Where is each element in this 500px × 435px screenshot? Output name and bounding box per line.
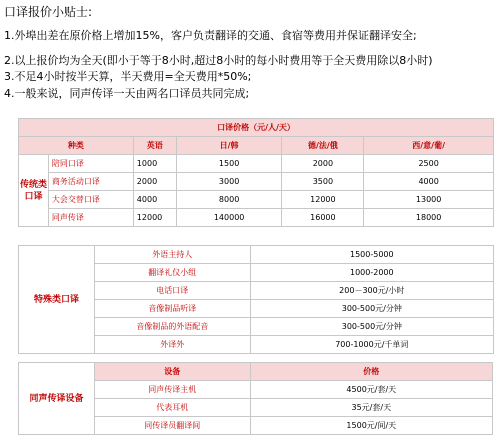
page-title: 口译报价小贴士: xyxy=(4,5,93,19)
interpretation-price-table xyxy=(18,118,494,227)
column-header: 西/意/葡/ xyxy=(364,137,494,155)
price-cell: 1500 xyxy=(176,155,282,173)
table-row xyxy=(19,209,494,227)
price-cell: 140000 xyxy=(176,209,282,227)
service-name: 外语主持人 xyxy=(94,246,250,264)
price-cell: 16000 xyxy=(282,209,364,227)
table-row xyxy=(19,155,494,173)
price-cell: 35元/套/天 xyxy=(250,399,492,417)
service-name: 同声传译 xyxy=(48,209,133,227)
column-header: 种类 xyxy=(19,137,134,155)
price-cell: 1000-2000 xyxy=(250,264,493,282)
price-cell: 200－300元/小时 xyxy=(250,282,493,300)
service-name: 商务活动口译 xyxy=(48,173,133,191)
equipment-name: 同声传译主机 xyxy=(94,381,250,399)
price-cell: 4000 xyxy=(364,173,494,191)
note-3: 3.不足4小时按半天算，半天费用=全天费用*50%; xyxy=(4,70,252,83)
service-name: 陪同口译 xyxy=(48,155,133,173)
table-row xyxy=(19,191,494,209)
column-header: 日/韩 xyxy=(176,137,282,155)
service-name: 翻译礼仪小组 xyxy=(94,264,250,282)
price-cell: 2000 xyxy=(282,155,364,173)
special-interpretation-table xyxy=(18,245,494,354)
price-cell: 4000 xyxy=(133,191,176,209)
price-cell: 4500元/套/天 xyxy=(250,381,492,399)
price-cell: 12000 xyxy=(133,209,176,227)
service-name: 音像制品听译 xyxy=(94,300,250,318)
price-cell: 1500-5000 xyxy=(250,246,493,264)
price-cell: 300-500元/分钟 xyxy=(250,300,493,318)
price-cell: 300-500元/分钟 xyxy=(250,318,493,336)
price-cell: 12000 xyxy=(282,191,364,209)
table-header-row xyxy=(19,363,493,381)
category-label: 传统类口译 xyxy=(19,155,49,227)
service-name: 电话口译 xyxy=(94,282,250,300)
price-cell: 2500 xyxy=(364,155,494,173)
price-cell: 700-1000元/千单词 xyxy=(250,336,493,354)
note-2: 2.以上报价均为全天(即小于等于8小时,超过8小时的每小时费用等于全天费用除以8小时) xyxy=(4,54,433,67)
table-row xyxy=(19,246,494,264)
price-cell: 1000 xyxy=(133,155,176,173)
equipment-table xyxy=(18,362,493,435)
table-caption: 口译价格（元/人/天） xyxy=(19,119,494,137)
category-label: 同声传译设备 xyxy=(19,363,95,435)
equipment-name: 代表耳机 xyxy=(94,399,250,417)
column-header: 英语 xyxy=(133,137,176,155)
equipment-name: 同传译员翻译间 xyxy=(94,417,250,435)
price-cell: 8000 xyxy=(176,191,282,209)
table-row xyxy=(19,173,494,191)
table-caption-row xyxy=(19,119,494,137)
price-cell: 3000 xyxy=(176,173,282,191)
column-header: 德/法/俄 xyxy=(282,137,364,155)
price-cell: 3500 xyxy=(282,173,364,191)
price-cell: 1500元/间/天 xyxy=(250,417,492,435)
category-label: 特殊类口译 xyxy=(19,246,95,354)
price-cell: 2000 xyxy=(133,173,176,191)
table-header-row xyxy=(19,137,494,155)
service-name: 外译外 xyxy=(94,336,250,354)
price-cell: 18000 xyxy=(364,209,494,227)
service-name: 大会交替口译 xyxy=(48,191,133,209)
service-name: 音像制品的外语配音 xyxy=(94,318,250,336)
price-cell: 13000 xyxy=(364,191,494,209)
note-4: 4.一般来说，同声传译一天由两名口译员共同完成; xyxy=(4,87,250,100)
column-header: 价格 xyxy=(250,363,492,381)
note-1: 1.外埠出差在原价格上增加15%，客户负责翻译的交通、食宿等费用并保证翻译安全; xyxy=(4,29,417,42)
column-header: 设备 xyxy=(94,363,250,381)
